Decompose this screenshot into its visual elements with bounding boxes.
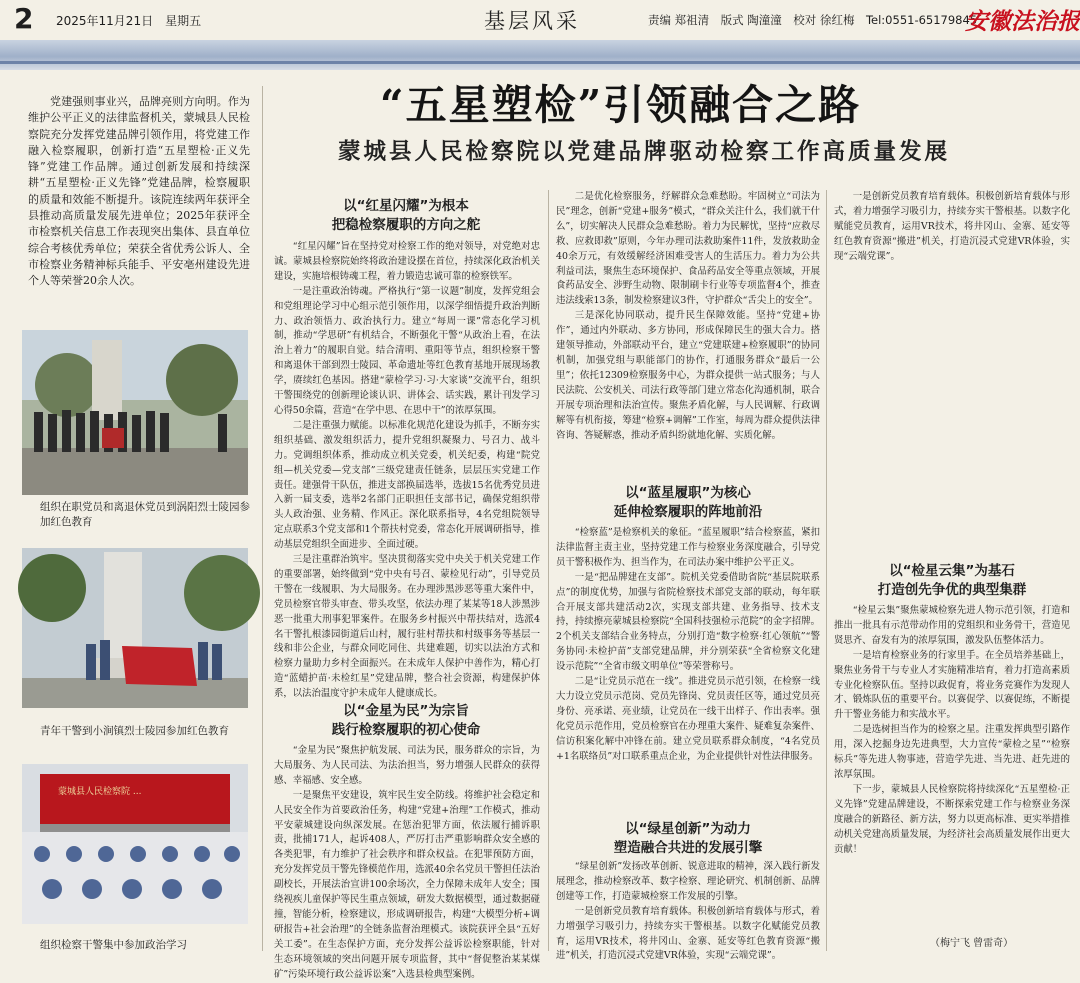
section-5-heading [830, 562, 1074, 600]
section-4-heading [552, 820, 824, 858]
section-4-body-b [834, 190, 1070, 560]
section-name: 基层风采 [484, 9, 580, 33]
section-4-body-a [556, 860, 820, 962]
section-3-heading [552, 484, 824, 522]
photo-caption-1: 组织在职党员和离退休党员到涡阳烈士陵园参加红色教育 [40, 501, 250, 528]
section-5-body [834, 604, 1070, 932]
section-3-para-3: 二是“让党员示范在一线”。推进党员示范引领，在检察一线大力设立党员示范岗、党员先锋岗、党员责任区等，通过党员亮身份、亮承诺、亮业绩，让党员在一线干出样子、作出表率。强化党员示范作用，党员检察官在办理重大案件、疑难复杂案件、信访积案化解中冲锋在前。建立党员联系群众制度，“4名党员+1名联络员”对口联系重点企业，为企业提供针对性法律服务。 [556, 676, 820, 762]
section-2-para-3: 二是优化检察服务，纾解群众急难愁盼。牢固树立“司法为民”理念，创新“党建+服务”模式，“群众关注什么，我们就干什么”，切实解决人民群众急难愁盼。着力为民解忧，坚持“应救尽救、应救即救”原则，今年办理司法救助案件11件，发放救助金40余万元，有效缓解经济困难受害人的生活压力。着力为公共利益司法，聚焦生态环境保护、食品药品安全等重点领域，开展食药品安全、涉野生动物、限制刷卡行业等专项监督4个，推查违法线索13条，制发检察建议3件，守护群众“舌尖上的安全”。 [556, 191, 820, 307]
section-5-para-2: 一是培育检察业务的行家里手。在全员培养基础上，聚焦业务骨干与专业人才实施精准培育，着力打造高素质专业化检察队伍。坚持以政促育，将业务竞赛作为发现人才、锻炼队伍的重要平台。以赛促学、以赛促练，不断提升干警业务能力和实战水平。 [834, 649, 1070, 721]
section-2-heading-line-1: 以“金星为民”为宗旨 [343, 703, 469, 719]
page-header [0, 0, 1080, 40]
intro-text: 党建强则事业兴，品牌亮则方向明。作为维护公平正义的法律监督机关，蒙城县人民检察院充分发挥党建品牌引领作用，将党建工作融入检察履职，创新打造“五星塑检·正义先锋”党建工作品牌。通过创新发展和持续深耕“五星塑检·正义先锋”党建品牌，检察履职的质量和效能不断提升。该院连续两年获评全县推动高质量发展先进单位；2025年获评全市检察机关信息工作表现突出集体、县直单位综合考核优秀单位；荣获全省优秀公诉人、全市检察业务精神标兵能手、平安亳州建设先进个人等荣誉20余人次。 [28, 95, 250, 288]
section-5-heading-line-2: 打造创先争优的典型集群 [877, 582, 1027, 598]
section-4-heading-line-2: 塑造融合共进的发展引擎 [613, 840, 763, 856]
section-1-heading-line-1: 以“红星闪耀”为根本 [343, 198, 469, 214]
section-1-para-3: 二是注重强力赋能。以标准化规范化建设为抓手，不断夯实组织基础、激发组织活力，提升党组织凝聚力、号召力、战斗力。党调组织体系，推动成立机关党委，机关纪委，构建“院党组—机关党委—党支部”三级党建责任链条，层层压实党建工作责任。建强骨干队伍，推进支部换届选举，选拔15名优秀党员进入新一届支委，选举2名部门正职担任支部书记，确保党组织带头人政治强、业务精、作风正。深化联系指导，4名党组院领导定点联系3个党支部和1个帮扶村党委，常态化开展调研指导，推动基层党组织全面进步、全面过硬。 [274, 419, 540, 551]
section-1-para-2: 一是注重政治铸魂。严格执行“第一议题”制度，发挥党组会和党组理论学习中心组示范引领作用，以深学细悟提升政治判断力、政治领悟力、政治执行力。建立“每周一课”常态化学习机制，推动“学思研”有机结合，不断强化干警“从政治上看，在法治上着力”的履职自觉。结合清明、重阳等节点，组织检察干警和离退休干部到烈士陵园、革命遗址等红色教育基地开展现场教学，赓续红色基因。搭建“蒙检学习·习·大家谈”交流平台，组织干警围绕党的创新理论谈认识、讲体会、话实践，累计刊发学习心得50余篇，营造“在学中思、在思中干”的浓厚氛围。 [274, 285, 540, 416]
section-2-para-1: “金星为民”聚焦护航发展、司法为民，服务群众的宗旨，为大局服务、为人民司法、为法治担当，努力增强人民群众的获得感、幸福感、安全感。 [274, 745, 540, 786]
section-5-heading-line-1: 以“检星云集”为基石 [889, 563, 1015, 579]
section-1-heading-line-2: 把稳检察履职的方向之舵 [331, 217, 481, 233]
photo-youth-memorial [22, 548, 248, 708]
section-1-heading [270, 197, 542, 235]
newspaper-logo: 安徽法治报 [965, 8, 1080, 35]
column-divider [262, 86, 263, 951]
section-5-para-1: “检星云集”聚焦蒙城检察先进人物示范引领，打造和推出一批具有示范带动作用的党组织和业务骨干，营造见贤思齐、奋发有为的浓厚氛围，激发队伍整体活力。 [834, 605, 1070, 646]
photo-memorial-visit-image [22, 330, 248, 495]
section-5-para-3: 二是选树担当作为的检察之星。注重发挥典型引路作用，深入挖掘身边先进典型，大力宣传“蒙检之星”“检察标兵”等先进人物事迹，营造学先进、当先进、赶先进的浓厚氛围。 [834, 724, 1070, 780]
article-title: “五星塑检”引领融合之路 [380, 81, 862, 129]
section-3-heading-line-2: 延伸检察履职的阵地前沿 [613, 504, 763, 520]
header-banner [0, 40, 1080, 70]
photo-political-study [22, 764, 248, 924]
section-4-para-2-cont: 一是创新党员教育培育载体。积极创新培育载体与形式，着力增强学习吸引力，持续夯实干警根基。以数字化赋能党员教育，运用VR技术，将井冈山、金寨、延安等红色教育资源“搬进”机关，打造沉浸式党建VR体验，实现“云端党课”。 [834, 191, 1070, 262]
article-subtitle: 蒙城县人民检察院以党建品牌驱动检察工作高质量发展 [338, 139, 951, 165]
section-2-body-b [556, 190, 820, 478]
section-4-para-2: 一是创新党员教育培育载体。积极创新培育载体与形式，着力增强学习吸引力，持续夯实干警根基。以数字化赋能党员教育，运用VR技术，将井冈山、金寨、延安等红色教育资源“搬进”机关，打造沉浸式党建VR体验，实现“云端党课”。 [556, 905, 820, 962]
photo-youth-memorial-image [22, 548, 248, 708]
section-5-para-4: 下一步，蒙城县人民检察院将持续深化“五星塑检·正义先锋”党建品牌建设，不断探索党建工作与检察业务深度融合的新路径、新方法，努力以更高标准、更实举措推动机关党建高质量发展，为经济社会高质量发展作出更大贡献！ [834, 783, 1070, 855]
column-divider [826, 190, 827, 951]
photo-memorial-visit [22, 330, 248, 495]
editorial-credits: 责编 郑祖清 版式 陶潼潼 校对 徐红梅 Tel:0551-65179845 [648, 13, 978, 27]
section-4-heading-line-1: 以“绿星创新”为动力 [625, 821, 751, 837]
section-4-para-1: “绿星创新”发扬改革创新、锐意进取的精神，深入践行新发展理念，推动检察改革、数字检察、理论研究、机制创新、品牌创建等工作，打造蒙城检察工作发展的引擎。 [556, 861, 820, 902]
section-1-body [274, 240, 540, 700]
section-1-para-1: “红星闪耀”旨在坚持党对检察工作的绝对领导，对党绝对忠诚。蒙城县检察院始终将政治建设摆在首位，持续深化政治机关建设，实施培根铸魂工程，着力锻造忠诚可靠的检察铁军。 [274, 241, 540, 282]
page-number: 2 [14, 2, 34, 35]
section-3-para-2: 一是“把品牌建在支部”。院机关党委借助省院“基层院联系点”的制度优势，加强与省院检察技术部党支部的联动，每年联合开展支部共建活动2次，实现支部共建、业务指导、技术支持，持续擦亮蒙城县检察院“全国科技强检示范院”的金字招牌。2个机关支部结合业务特点，分别打造“数字检察·红心领航”“警务协同·未检护苗”支部党建品牌，并分别荣获“全省检察文化建设示范院”“全省市级文明单位”等荣誉称号。 [556, 571, 820, 673]
section-1-para-4: 三是注重群治筑牢。坚决贯彻落实党中央关于机关党建工作的重要部署，始终做到“党中央有号召、蒙检见行动”，引导党员干警在一线履职、为大局服务。在办理涉黑涉恶等重大案件中，党员检察官带头审查、带头攻坚，依法办理了某某等18人涉黑涉恶一批重大刑事犯罪案件。在服务乡村振兴中帮扶结对，选派4名干警扎根漆园街道后山村，履行驻村帮扶和村级事务等基层一线和非公企业，与群众同吃同住、共建难题，切实以法治方式和检察力量助力乡村全面振兴。在未成年人保护中善作为，精心打造“蓝蜡护苗·未检红星”党建品牌，整合社会资源，构建保护体系，以法治温度守护未成年人健康成长。 [274, 554, 540, 700]
section-2-para-4: 三是深化协同联动，提升民生保障效能。坚持“党建+协作”，通过内外联动、多方协同，形成保障民生的强大合力。搭建领导推动，外部联动平台，建立“党建联建+检察履职”的协同机制，加强党组与职能部门的协作，打通服务群众“最后一公里”；依托12309检察服务中心，为群众提供一站式服务；与人民法院、公安机关、司法行政等部门建立常态化沟通机制，联合开展专项治理和法治宣传。聚焦矛盾化解，与人民调解、行政调解等有机衔接，筹建“检察+调解”工作室，每周为群众提供法律咨询、答疑解惑，推动矛盾纠纷就地化解、实质化解。 [556, 310, 820, 441]
section-3-body [556, 526, 820, 814]
section-2-heading-line-2: 践行检察履职的初心使命 [331, 722, 481, 738]
photo-caption-3: 组织检察干警集中参加政治学习 [40, 939, 187, 951]
column-divider [548, 190, 549, 951]
author-signature: （梅宁飞 曾雷奇） [930, 938, 1014, 949]
section-3-heading-line-1: 以“蓝星履职”为核心 [625, 485, 751, 501]
section-2-heading [270, 702, 542, 740]
section-2-body-a [274, 744, 540, 980]
issue-date: 2025年11月21日 星期五 [56, 14, 202, 28]
photo-caption-2: 青年干警到小涧镇烈士陵园参加红色教育 [40, 725, 229, 737]
section-2-para-2: 一是聚焦平安建设，筑牢民生安全防线。将维护社会稳定和人民安全作为首要政治任务，构建“党建+治理”工作模式，推动平安蒙城建设向纵深发展。在惩治犯罪方面，依法履行捕诉职责，批捕171人，起诉408人，严厉打击严重影响群众安全感的各类犯罪，有力维护了社会秩序和群众权益。在犯罪预防方面，充分发挥党员干警先锋模范作用，选派40余名党员干警担任法治副校长，开展法治宣讲100余场次，全力保障未成年人安全；围绕视疾儿童保护等民生重点领域，研发大数据模型，通过数据碰撞，智能分析，检察建议，形成调研报告，构建“大模型分析+调研报告+社会治理”的全链条监督治理模式。该院获评全县“五好关工委”。在生态保护方面，充分发挥公益诉讼检察职能，针对生态环境领域的突出问题开展专项监督，其中“督促整治某某煤矿”污染环境行政公益诉讼案”入选县检典型案例。 [274, 789, 540, 980]
section-3-para-1: “检察蓝”是检察机关的象征。“蓝星履职”结合检察蓝，紧扣法律监督主责主业，坚持党建工作与检察业务深度融合，引导党员干警积极作为、担当作为，在司法办案中维护公平正义。 [556, 527, 820, 568]
meeting-screen-text: 蒙城县人民检察院 ... [58, 787, 142, 797]
